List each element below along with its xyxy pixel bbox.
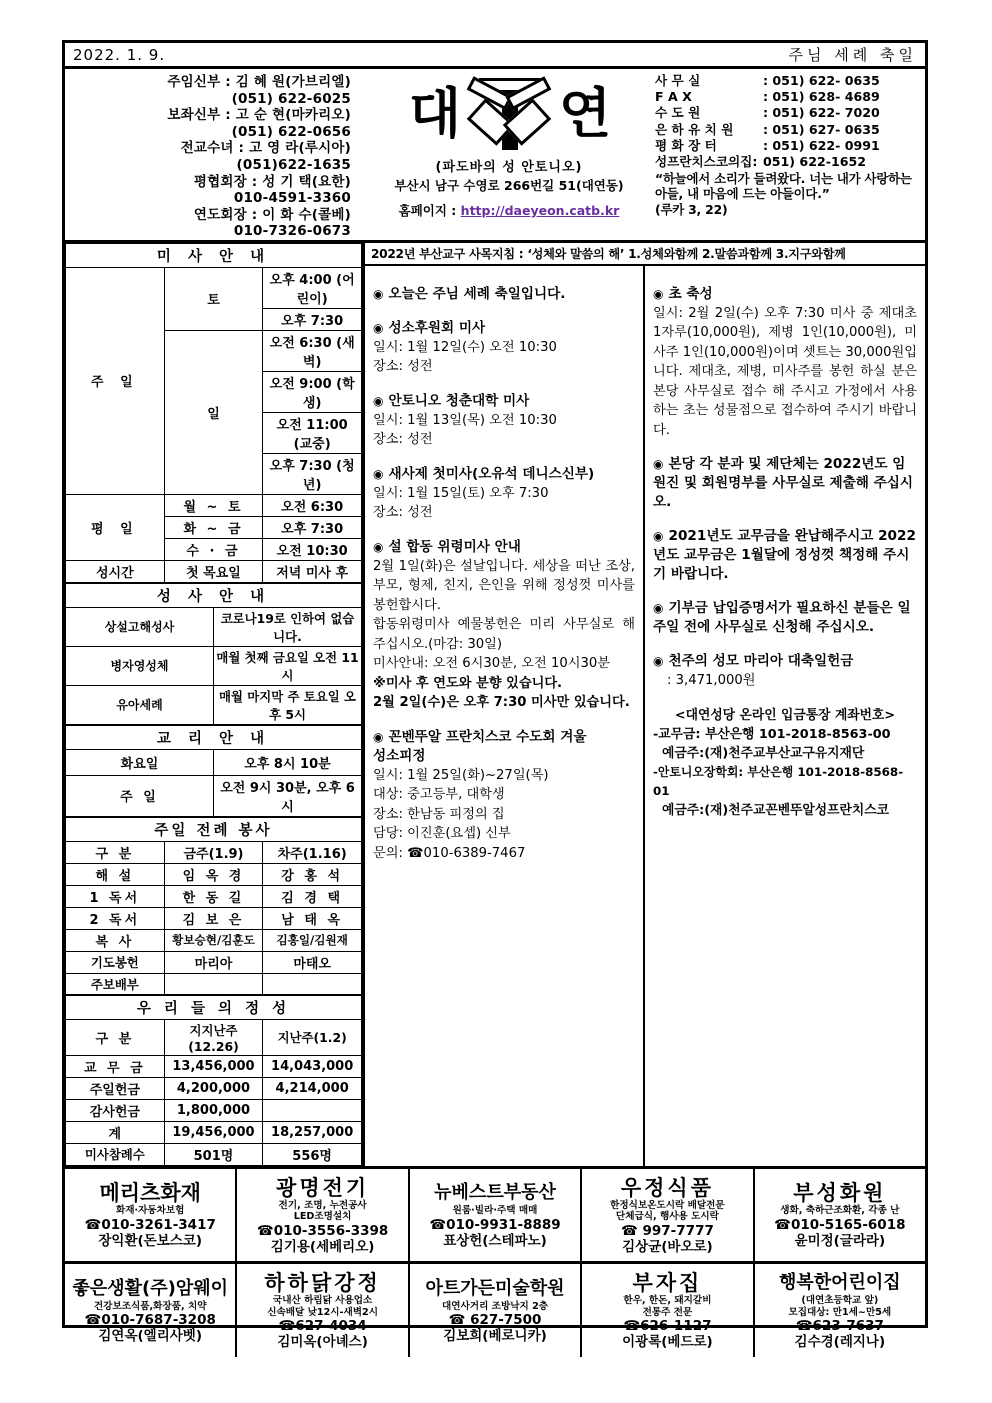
staff-role: 평협회장 :	[193, 173, 258, 190]
liturgy-this-week: 한 동 길	[164, 885, 263, 907]
announcement-item	[653, 599, 917, 637]
ad-description: 국내산 하림닭 사용업소	[272, 1295, 373, 1307]
liturgy-header: 구 분	[66, 841, 165, 863]
sacrament-table	[65, 583, 362, 725]
staff-role: 전교수녀 :	[180, 140, 245, 157]
contact-row	[655, 154, 919, 170]
liturgy-role: 해 설	[66, 863, 165, 885]
bullet-icon: ◉	[373, 539, 384, 554]
liturgy-service-table	[65, 817, 362, 995]
patron-saint: (파도바의 성 안토니오)	[435, 160, 583, 175]
announcements-middle-column	[365, 266, 645, 1166]
offering-prev: 501명	[164, 1143, 263, 1165]
offering-last: 4,214,000	[263, 1077, 362, 1099]
liturgy-this-week: 마리아	[164, 951, 263, 973]
announcement-title-cont: 성소피정	[373, 747, 426, 764]
holy-hour-days: 첫 목요일	[164, 560, 263, 582]
ad-description: 원룸·빌라·주택 매매	[452, 1205, 538, 1217]
ad-row-1	[65, 1169, 925, 1265]
bullet-icon: ◉	[373, 393, 384, 408]
ad-owner: 김연옥(엘리사벳)	[98, 1328, 203, 1345]
ad-phone: ☎ 627-7500	[448, 1312, 542, 1329]
staff-row	[71, 107, 361, 124]
staff-phone-row	[71, 124, 361, 141]
staff-role: 주임신부 :	[167, 74, 231, 90]
staff-name: 김 혜 원(가브리엘)	[235, 74, 351, 90]
liturgy-this-week: 황보승현/김훈도	[164, 929, 263, 951]
pastoral-guideline: 2022년 부산교구 사목지침 : ‘성체와 말씀의 해’ 1.성체와함께 2.말씀과함께 3.지구와함께	[365, 243, 925, 266]
catechism-value: 오후 8시 10분	[214, 749, 362, 775]
ad-owner: 김미옥(아녜스)	[277, 1334, 368, 1351]
staff-name: 고 영 라(루시아)	[249, 140, 351, 157]
staff-phone-row	[71, 223, 361, 240]
offering-prev: 19,456,000	[164, 1121, 263, 1143]
liturgy-next-week: 남 태 옥	[263, 907, 362, 929]
staff-phone: (051)622-1635	[236, 156, 351, 173]
ad-description: 모집대상: 만1세~만5세	[788, 1306, 892, 1318]
sacrament-label: 유아세례	[66, 685, 214, 724]
ad-owner: 표상헌(스테파노)	[443, 1232, 547, 1249]
offering-last: 556명	[263, 1143, 362, 1165]
sacrament-table-title: 성 사 안 내	[66, 583, 362, 607]
mass-table-title: 미 사 안 내	[66, 243, 362, 267]
ad-card[interactable]	[582, 1264, 754, 1357]
staff-row	[71, 74, 361, 91]
offering-prev: 4,200,000	[164, 1077, 263, 1099]
mass-time: 오전 10:30	[263, 538, 362, 560]
account-owner: 예금주:(재)천주교꼰벤뚜알성프란치스코	[662, 802, 889, 818]
staff-phone: 010-7326-0673	[233, 223, 351, 240]
ad-card[interactable]	[755, 1264, 925, 1357]
scripture-quote: “하늘에서 소리가 들려왔다. 너는 내가 사랑하는 아들, 내 마음에 드는 아들이다.”	[655, 171, 912, 202]
announcement-item	[373, 319, 635, 377]
ad-business-name: 부자집	[632, 1271, 703, 1296]
staff-phone: (051) 622-6025	[231, 90, 351, 107]
announcement-title: ◉ 꼰벤뚜알 프란치스코 수도회 겨울	[373, 728, 587, 745]
liturgy-next-week: 김홍일/김원재	[263, 929, 362, 951]
announcement-note: ※미사 후 연도와 분향 있습니다.	[373, 675, 563, 691]
offering-last: 14,043,000	[263, 1055, 362, 1077]
contact-list	[653, 69, 925, 240]
date-bar	[65, 43, 925, 69]
contact-value: : 051) 627- 0635	[763, 121, 880, 137]
bullet-icon: ◉	[653, 654, 664, 669]
announcement-line: 일시: 1월 13일(목) 오전 10:30	[373, 412, 557, 428]
offering-prev: 1,800,000	[164, 1099, 263, 1121]
holy-hour-label: 성시간	[66, 560, 165, 582]
contact-label: F A X	[655, 89, 692, 105]
ad-description: 화재·자동차보험	[115, 1205, 185, 1217]
liturgy-role: 복 사	[66, 929, 165, 951]
mass-time: 오전 6:30 (새벽)	[263, 330, 362, 371]
ad-card[interactable]	[410, 1264, 582, 1357]
ad-description: 단체급식, 행사용 도시락	[615, 1211, 719, 1223]
announcement-area	[365, 243, 925, 1166]
contact-row	[655, 122, 919, 138]
advertisement-section	[65, 1166, 925, 1357]
ad-business-name: 하하닭강정	[264, 1271, 381, 1296]
announcement-line: 장소: 성전	[373, 432, 433, 448]
announcement-item	[653, 455, 917, 512]
offering-last: 18,257,000	[263, 1121, 362, 1143]
announcement-line: 일시: 1월 25일(화)~27일(목)	[373, 767, 549, 783]
mass-schedule-table	[65, 243, 362, 583]
ad-owner: 김상균(바오로)	[622, 1238, 713, 1255]
ad-card[interactable]	[582, 1169, 754, 1262]
liturgy-next-week: 마태오	[263, 951, 362, 973]
announcement-line: 일시: 1월 12일(수) 오전 10:30	[373, 339, 557, 355]
offering-label: 감사헌금	[66, 1099, 165, 1121]
mass-time: 오전 11:00 (교중)	[263, 412, 362, 453]
ad-description: 신속배달 낮12시-새벽2시	[267, 1306, 378, 1318]
ad-owner: 김보희(베로니카)	[443, 1328, 547, 1345]
announcement-title: ◉ 설 합동 위령미사 안내	[373, 538, 521, 555]
offering-table	[65, 995, 362, 1166]
account-line: -안토니오장학회: 부산은행 101-2018-8568-01	[653, 764, 904, 798]
saturday-label: 토	[164, 267, 263, 330]
ad-phone: ☎626-1127	[623, 1318, 712, 1335]
contact-label: 사 무 실	[655, 73, 701, 88]
ad-phone: ☎010-3261-3417	[84, 1216, 216, 1233]
ad-business-name: 아트가든미술학원	[425, 1277, 565, 1299]
account-owner: 예금주:(재)천주교부산교구유지재단	[662, 745, 865, 761]
ad-description: 한정식보온도시락 배달전문	[610, 1199, 725, 1211]
ad-phone: ☎010-9931-8889	[429, 1216, 561, 1233]
catechism-table	[65, 725, 362, 817]
announcement-paragraph: 합동위령미사 예물봉헌은 미리 사무실로 해 주십시오.(마감: 30일)	[373, 617, 635, 652]
bullet-icon: ◉	[373, 286, 384, 301]
sacrament-value: 매월 첫째 금요일 오전 11시	[214, 646, 362, 685]
announcement-line: 장소: 성전	[373, 359, 433, 375]
announcement-item	[373, 285, 635, 304]
contact-label: 은 하 유 치 원	[655, 121, 734, 137]
sunday-label: 주 일	[66, 267, 165, 494]
homepage-label: 홈페이지 :	[398, 203, 457, 218]
announcement-title: ◉ 새사제 첫미사(오유석 데니스신부)	[373, 465, 595, 482]
contact-row	[655, 73, 919, 89]
announcement-paragraph: 일시: 2월 2일(수) 오후 7:30 미사 중 제대초 1자루(10,000원), 제병 1인(10,000원), 미사주 1인(10,000원)이며 셋트는 30,000원입니다. 제대초, 제병, 미사주를 봉헌 하실 분은 본당 사무실로 접수 해 주시고 가정에서 사용하는 초는 성물점으로 접수하여 주시기 바랍니다.	[653, 305, 917, 438]
ad-phone: ☎010-5165-6018	[774, 1216, 906, 1233]
contact-label: 평 화 장 터	[655, 137, 717, 153]
announcement-note: 2월 2일(수)은 오후 7:30 미사만 있습니다.	[373, 695, 630, 711]
contact-value: : 051) 622- 7020	[763, 105, 880, 121]
bullet-icon: ◉	[373, 320, 384, 335]
announcement-line: 장소: 성전	[373, 505, 433, 521]
feast-title: 주님 세례 축일	[788, 46, 917, 64]
bullet-icon: ◉	[373, 729, 384, 744]
ad-description: 대연사거리 조방낙지 2층	[442, 1300, 549, 1312]
announcement-line: 장소: 한남동 피정의 집	[373, 806, 505, 822]
bullet-icon: ◉	[653, 601, 664, 616]
ad-row-2	[65, 1264, 925, 1357]
announcement-title: ◉ 안토니오 청춘대학 미사	[373, 392, 530, 409]
logo-char-left: 대	[408, 82, 459, 145]
bullet-icon: ◉	[653, 286, 664, 301]
announcement-item	[653, 285, 917, 441]
staff-list	[65, 69, 365, 240]
bank-account-block	[653, 706, 917, 820]
offering-table-title: 우 리 들 의 정 성	[66, 995, 362, 1019]
sacrament-label: 상설고해성사	[66, 607, 214, 646]
ad-phone: ☎ 997-7777	[620, 1222, 714, 1239]
staff-phone: 010-4591-3360	[233, 190, 351, 207]
ad-business-name: 광명전기	[276, 1175, 370, 1200]
announcement-title: ◉ 기부금 납입증명서가 필요하신 분들은 일주일 전에 사무실로 신청해 주십시오.	[653, 600, 911, 636]
ad-business-name: 뉴베스트부동산	[434, 1182, 556, 1204]
ad-description: (대연초등학교 앞)	[801, 1295, 879, 1307]
mass-time: 오전 6:30	[263, 494, 362, 516]
ad-owner: 이광록(베드로)	[622, 1334, 713, 1351]
catechism-label: 화요일	[66, 749, 214, 775]
ad-owner: 윤미정(글라라)	[794, 1232, 886, 1249]
staff-phone-row	[71, 190, 361, 207]
announcement-title: ◉ 본당 각 분과 및 제단체는 2022년도 임원진 및 회원명부를 사무실로 제출해 주십시오.	[653, 456, 914, 511]
liturgy-this-week: 임 옥 경	[164, 863, 263, 885]
announcement-item	[653, 652, 917, 691]
announcement-contact: 문의: ☎010-6389-7467	[373, 845, 526, 861]
sacrament-value: 코로나19로 인하여 없습니다.	[214, 607, 362, 646]
bullet-icon: ◉	[653, 529, 664, 544]
ad-card[interactable]	[237, 1264, 409, 1357]
offering-label: 교 무 금	[66, 1055, 165, 1077]
liturgy-header: 금주(1.9)	[164, 841, 263, 863]
sacrament-label: 병자영성체	[66, 646, 214, 685]
mass-time: 오후 7:30 (청년)	[263, 453, 362, 494]
announcement-line: 일시: 1월 15일(토) 오후 7:30	[373, 485, 549, 501]
ad-business-name: 부성화원	[793, 1181, 887, 1206]
weekday-label: 평 일	[66, 494, 165, 560]
announcement-item	[373, 392, 635, 450]
liturgy-role: 1 독서	[66, 885, 165, 907]
bulletin-body	[65, 243, 925, 1166]
parish-logo	[365, 73, 653, 155]
ad-phone: ☎627-4034	[278, 1318, 367, 1335]
ad-owner: 김수경(레지나)	[794, 1334, 886, 1351]
announcement-paragraph: 2월 1일(화)은 설날입니다. 세상을 떠난 조상, 부모, 형제, 친지, 은인을 위해 정성껏 미사를 봉헌합시다.	[373, 558, 635, 613]
contact-row	[655, 89, 919, 105]
ad-business-name: 메리츠화재	[99, 1181, 201, 1206]
announcement-line: 대상: 중고등부, 대학생	[373, 787, 505, 803]
mass-time: 오전 9:00 (학생)	[263, 371, 362, 412]
catechism-table-title: 교 리 안 내	[66, 725, 362, 749]
staff-role: 연도회장 :	[193, 206, 258, 223]
homepage-line	[365, 201, 653, 219]
weekday-days: 화 ~ 금	[164, 516, 263, 538]
offering-label: 계	[66, 1121, 165, 1143]
staff-name: 고 순 현(마카리오)	[235, 107, 351, 124]
ad-owner: 김기용(세베리오)	[270, 1238, 375, 1255]
offering-last	[263, 1099, 362, 1121]
catechism-label: 주 일	[66, 775, 214, 816]
announcements-right-column	[645, 266, 925, 1166]
liturgy-role: 기도봉헌	[66, 951, 165, 973]
ad-phone: ☎010-7687-3208	[84, 1312, 216, 1329]
announcement-title: ◉ 천주의 성모 마리아 대축일헌금	[653, 653, 854, 670]
account-title: <대연성당 온라인 입금통장 계좌번호>	[674, 707, 896, 723]
staff-row	[71, 140, 361, 157]
contact-label: 수 도 원	[655, 105, 701, 121]
offering-header: 구 분	[66, 1019, 165, 1055]
contact-label: 성프란치스코의집:	[655, 154, 758, 170]
church-identity	[365, 69, 653, 240]
ad-description: 생화, 축하근조화환, 각종 난	[780, 1205, 900, 1217]
announcement-item	[373, 728, 635, 864]
logo-char-right: 연	[559, 82, 610, 145]
liturgy-next-week: 김 경 택	[263, 885, 362, 907]
liturgy-role: 2 독서	[66, 907, 165, 929]
announcement-item	[373, 465, 635, 523]
bulletin-date: 2022. 1. 9.	[73, 45, 166, 64]
cross-emblem-icon	[461, 74, 557, 154]
staff-name: 성 기 택(요한)	[262, 173, 351, 190]
catechism-value: 오전 9시 30분, 오후 6시	[214, 775, 362, 816]
staff-phone: (051) 622-0656	[231, 123, 351, 140]
liturgy-table-title: 주일 전례 봉사	[66, 817, 362, 841]
announcement-item	[373, 538, 635, 713]
offering-header: 지지난주(12.26)	[164, 1019, 263, 1055]
ad-description: 전통주 전문	[642, 1306, 693, 1318]
announcement-line: 미사안내: 오전 6시30분, 오전 10시30분	[373, 656, 611, 672]
staff-name: 이 화 수(콜베)	[262, 206, 351, 223]
contact-row	[655, 105, 919, 121]
bullet-icon: ◉	[373, 466, 384, 481]
mass-time: 오후 7:30	[263, 308, 362, 330]
ad-card[interactable]	[410, 1169, 582, 1262]
ad-description: 한우, 한돈, 돼지갈비	[623, 1295, 712, 1307]
contact-value: : 051) 622- 0635	[763, 73, 880, 88]
bullet-icon: ◉	[653, 457, 664, 472]
weekday-days: 수 · 금	[164, 538, 263, 560]
ad-card[interactable]	[65, 1264, 237, 1357]
schedule-column	[65, 243, 365, 1166]
contact-value: : 051) 628- 4689	[763, 89, 880, 105]
mass-time: 오후 4:00 (어린이)	[263, 267, 362, 308]
ad-phone: ☎010-3556-3398	[256, 1222, 389, 1239]
announcement-title: ◉ 2021년도 교무금을 완납해주시고 2022년도 교무금은 1월달에 정성껏 책정해 주시기 바랍니다.	[653, 528, 916, 583]
announcement-line: 담당: 이진훈(요셉) 신부	[373, 826, 511, 842]
contact-row	[655, 138, 919, 154]
liturgy-next-week	[263, 973, 362, 994]
mass-time: 오후 7:30	[263, 516, 362, 538]
ad-description: 건강보조식품,화장품, 치약	[93, 1300, 207, 1312]
offering-header: 지난주(1.2)	[263, 1019, 362, 1055]
weekday-days: 월 ~ 토	[164, 494, 263, 516]
sunday-day-label: 일	[164, 330, 263, 494]
sacrament-value: 매월 마지막 주 토요일 오후 5시	[214, 685, 362, 724]
offering-label: 미사참례수	[66, 1143, 165, 1165]
staff-role: 보좌신부 :	[167, 107, 231, 124]
staff-phone-row	[71, 157, 361, 174]
offering-prev: 13,456,000	[164, 1055, 263, 1077]
ad-phone: ☎623-7637	[795, 1318, 884, 1335]
liturgy-next-week: 강 홍 석	[263, 863, 362, 885]
bulletin-page	[62, 40, 928, 1351]
ad-card[interactable]	[237, 1169, 409, 1262]
ad-owner: 장익환(돈보스코)	[98, 1232, 203, 1249]
holy-hour-time: 저녁 미사 후	[263, 560, 362, 582]
ad-description: 전기, 조명, 누전공사	[278, 1199, 367, 1211]
announcement-title: ◉ 성소후원회 미사	[373, 319, 486, 336]
ad-business-name: 좋은생활(주)암웨이	[72, 1277, 228, 1299]
contact-value: : 051) 622- 0991	[763, 137, 880, 153]
staff-row	[71, 174, 361, 191]
scripture-reference: (루카 3, 22)	[655, 202, 728, 218]
offering-label: 주일헌금	[66, 1077, 165, 1099]
ad-card[interactable]	[755, 1169, 925, 1262]
account-line: -교무금: 부산은행 101-2018-8563-00	[653, 726, 891, 742]
staff-row	[71, 207, 361, 224]
ad-business-name: 우정식품	[620, 1175, 714, 1200]
staff-phone-row	[71, 91, 361, 108]
ad-business-name: 행복한어린이집	[778, 1272, 901, 1294]
liturgy-header: 차주(1.16)	[263, 841, 362, 863]
contact-value: 051) 622-1652	[763, 154, 866, 170]
liturgy-this-week	[164, 973, 263, 994]
ad-card[interactable]	[65, 1169, 237, 1262]
liturgy-this-week: 김 보 은	[164, 907, 263, 929]
masthead	[65, 69, 925, 243]
announcement-item	[653, 527, 917, 584]
announcement-title: ◉ 초 축성	[653, 285, 713, 302]
church-address: 부산시 남구 수영로 266번길 51(대연동)	[394, 178, 624, 193]
ad-description: LED조명설치	[293, 1211, 352, 1223]
homepage-link[interactable]: http://daeyeon.catb.kr	[460, 203, 620, 218]
liturgy-role: 주보배부	[66, 973, 165, 994]
announcement-title: ◉ 오늘은 주님 세례 축일입니다.	[373, 285, 566, 302]
announcement-amount: : 3,471,000원	[667, 673, 756, 689]
